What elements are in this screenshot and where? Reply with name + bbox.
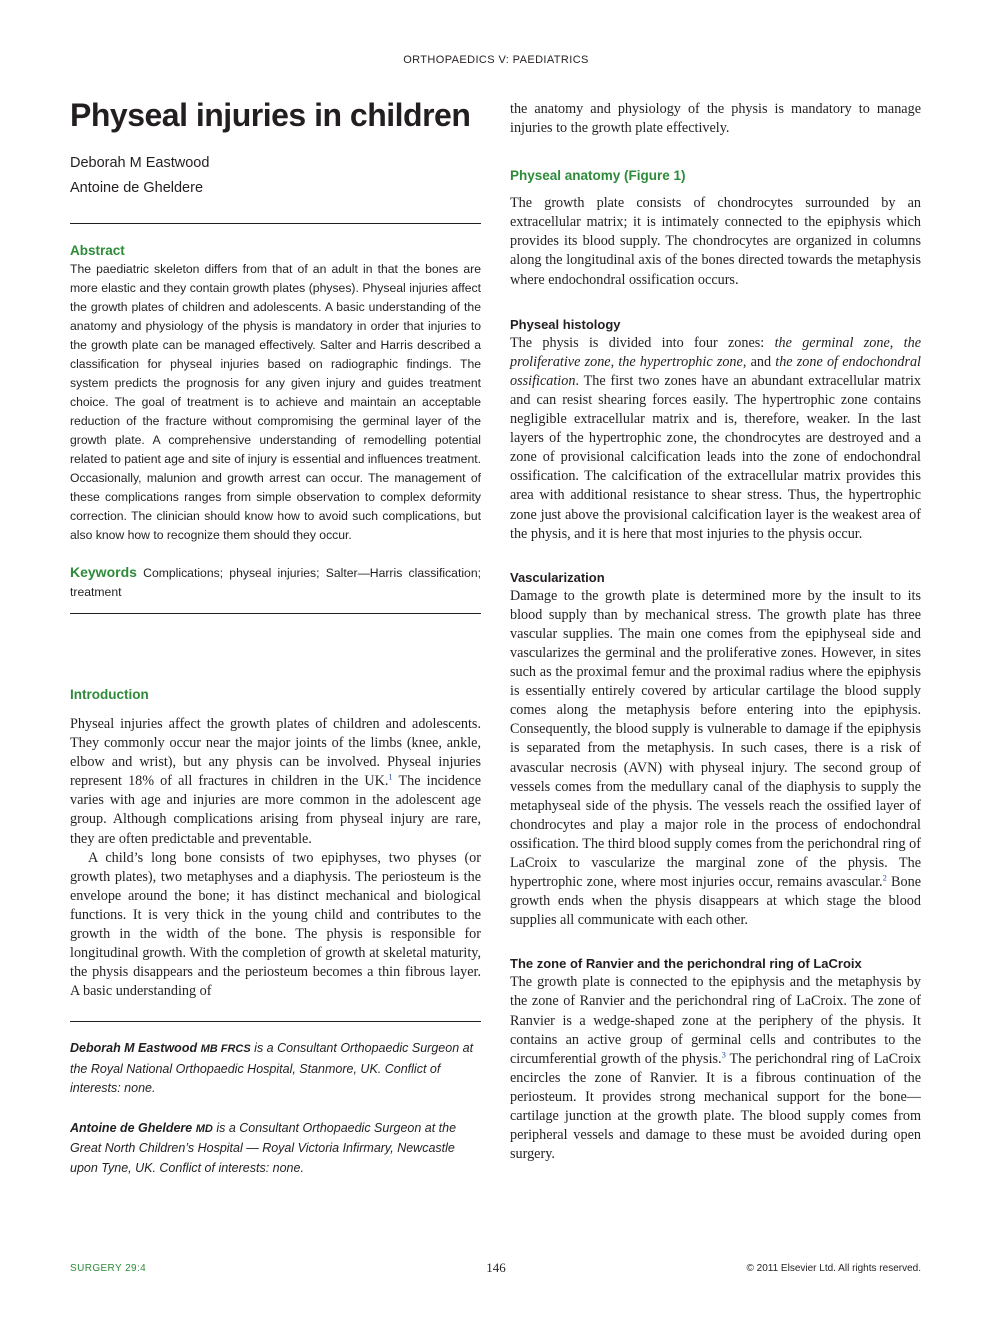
histology-heading: Physeal histology (510, 316, 621, 332)
text-run: The perichondral ring of LaCroix encircles the zone of Ranvier. It is a fibrous continuation of the periosteum. It provides strong mechanical support for the bone—cartilage junction at the growth plate. The blood supply comes from peripheral vessels and damage to these must be avoided during open surgery. (510, 1050, 921, 1163)
footer-copyright: © 2011 Elsevier Ltd. All rights reserved. (746, 1263, 921, 1274)
footer-page-number: 146 (486, 1260, 506, 1275)
citation-link[interactable]: 3 (721, 1049, 726, 1060)
article-title: Physeal injuries in children (70, 97, 471, 133)
divider (70, 223, 481, 224)
bio-text: is a Consultant Orthopaedic Surgeon at the Great North Children’s Hospital — Royal Victoria Infirmary, Newcastle upon Tyne, UK. Conflict of interests: none. (70, 1120, 457, 1175)
text-run: Physeal injuries affect the growth plates of children and adolescents. They commonly occur near the major joints of the limbs (knee, ankle, elbow and wrist), but any physis can be involved. Physeal injuries represent 18% of all fractures in children in the UK. (70, 716, 481, 790)
introduction-paragraph-2: A child’s long bone consists of two epiphyses, two physes (or growth plates), two metaphyses and a diaphysis. The periosteum is the envelope around the bone; it has distinct mechanical and biological functions. It is very thick in the young child and contributes to the growth in the width of the bone. The physis is responsible for longitudinal growth. With the completion of growth at skeletal maturity, the physis disappears and the periosteum becomes a thin fibrous layer. A basic understanding of (70, 849, 481, 1000)
keywords-text: Complications; physeal injuries; Salter—Harris classification; treatment (70, 566, 481, 599)
abstract-heading: Abstract (70, 243, 125, 258)
zone-term: the proliferative zone (510, 334, 921, 370)
text-run: , and (742, 353, 776, 370)
bio-credentials: MD (195, 1122, 213, 1135)
author-bio-2 (70, 1119, 481, 1179)
text-run: The growth plate is connected to the epiphysis and the metaphysis by the zone of Ranvier and the perichondral ring of LaCroix. The zone of Ranvier is a wedge-shaped zone at the periphery of the physis. It contains an active group of germinal cells and contributes to the circumferential growth of the physis. (510, 974, 921, 1067)
bio-name: Deborah M Eastwood (70, 1041, 198, 1056)
abstract-text: The paediatric skeleton differs from that of an adult in that the bones are more elastic and they contain growth plates (physes). Physeal injuries affect the growth plates of children and adolescents. A basic understanding of the anatomy and physiology of the physis is mandatory in order that injuries to the growth plate can be managed effectively. Salter and Harris described a classification for physeal injuries based on radiographic findings. The system predicts the prognosis for any given injury and guides treatment choice. The goal of treatment is to achieve and maintain an acceptable reduction of the fracture without compromising the germinal layer of the growth plate. A comprehensive understanding of remodelling potential related to patient age and site of injury is essential and influences treatment. Occasionally, malunion and growth arrest can occur. The management of these complications ranges from simple observation to complex deformity correction. The clinician should know how to avoid such complications, but also know how to recognize them should they occur. (70, 262, 481, 542)
introduction-heading: Introduction (70, 687, 149, 702)
text-run: . The first two zones have an abundant extracellular matrix and can resist shearing forces easily. The hypertrophic zone contains negligible extracellular matrix and is, therefore, weaker. In the last layers of the hypertrophic zone, the chondrocytes are destroyed and a zone of provisional calcification leads into the zone of endochondral ossification. The calcification of the extracellular matrix provides this area with additional resistance to shear stress. Thus, the hypertrophic zone just above the provisional calcification layer is the weakest area of the physis, and it is here that most injuries to the physis occur. (510, 372, 921, 542)
vascularization-heading: Vascularization (510, 569, 605, 585)
author-2: Antoine de Gheldere (70, 180, 204, 196)
running-header: ORTHOPAEDICS V: PAEDIATRICS (403, 54, 589, 66)
citation-link[interactable]: 2 (882, 872, 887, 883)
ranvier-heading: The zone of Ranvier and the perichondral ring of LaCroix (510, 956, 862, 972)
keywords (70, 563, 481, 602)
vascularization-paragraph (510, 587, 921, 931)
author-1: Deborah M Eastwood (70, 155, 210, 171)
text-run: Bone growth ends when the physis disappears at which stage the blood supplies all communicate with each other. (510, 874, 921, 929)
zone-term: the hypertrophic zone (618, 353, 743, 370)
ranvier-paragraph (510, 973, 921, 1164)
footer-journal: SURGERY 29:4 (70, 1263, 147, 1274)
text-run: The physis is divided into four zones: (510, 334, 775, 351)
histology-paragraph (510, 334, 921, 544)
bio-name: Antoine de Gheldere (70, 1120, 193, 1135)
divider (70, 1021, 481, 1022)
introduction-paragraph-2-continued: the anatomy and physiology of the physis is mandatory to manage injuries to the growth plate effectively. (510, 101, 921, 137)
keywords-label: Keywords (70, 564, 137, 580)
zone-term: the zone of endochondral ossification (510, 353, 921, 389)
left-column (70, 95, 481, 1178)
anatomy-paragraph: The growth plate consists of chondrocytes surrounded by an extracellular matrix; it is intimately connected to the epiphysis which provides its blood supply. The chondrocytes are organized in columns along the longitudinal axis of the bones directed towards the metaphysis where endochondral ossification occurs. (510, 195, 921, 288)
text-run: Damage to the growth plate is determined more by the insult to its blood supply than by mechanical stress. The growth plate has three vascular supplies. The main one comes from the epiphyseal side and vascularizes the germinal and the proliferative zones. However, in sites such as the proximal femur and the proximal radius where the epiphysis is essentially entirely covered by articular cartilage the blood supply comes along the metaphysis before entering into the epiphysis. Consequently, the blood supply is vulnerable to damage if the epiphysis is separated from the metaphysis. In such cases, there is a risk of avascular necrosis (AVN) with physeal injury. The second group of vessels comes from the medullary canal of the diaphysis to supply the metaphyseal side of the physis. The vessels reach the ossified layer of chondrocytes and play a major role in the process of endochondral ossification. The third blood supply comes from the perichondral ring of LaCroix to vascularize the marginal zone of the physis. The hypertrophic zone, where most injuries occur, remains avascular. (510, 587, 921, 891)
right-column (510, 100, 921, 1164)
anatomy-heading: Physeal anatomy (Figure 1) (510, 168, 686, 184)
divider (70, 613, 481, 614)
author-bio-1 (70, 1039, 481, 1099)
zone-term: the germinal zone (774, 334, 890, 351)
text-run: , (889, 334, 904, 351)
bio-credentials: MB FRCS (200, 1043, 251, 1056)
text-run: , (610, 353, 619, 370)
introduction-paragraph-1 (70, 715, 481, 849)
citation-link[interactable]: 1 (388, 771, 393, 782)
bio-text: is a Consultant Orthopaedic Surgeon at the Royal National Orthopaedic Hospital, Stanmore, UK. Conflict of interests: none. (70, 1041, 474, 1096)
text-run: The incidence varies with age and injuries are more common in the adolescent age group. Although complications arising from physeal injury are rare, they are often predictable and preventable. (70, 773, 482, 847)
